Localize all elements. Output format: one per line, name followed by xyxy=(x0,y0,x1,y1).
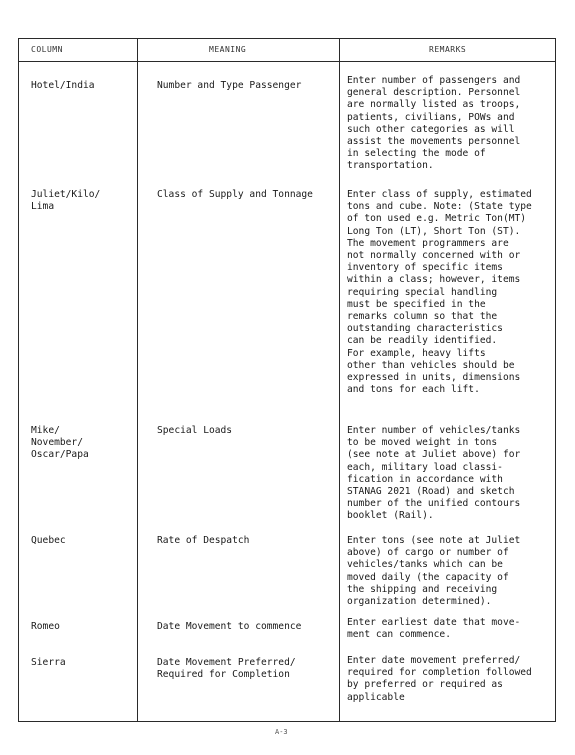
row-column: Juliet/Kilo/ Lima xyxy=(31,189,101,213)
movement-table xyxy=(18,38,556,722)
header-remarks: REMARKS xyxy=(429,45,467,54)
row-remarks: Enter class of supply, estimated tons and cube. Note: (State type of ton used e.g. Metric Ton(MT) Long Ton (LT), Short Ton (ST). The movement programmers are not normally concerned with or inventory of specific items within a class; however, items requiring special handling must be specified in the remarks column so that the outstanding characteristics can be readily identified. For example, heavy lifts other than vehicles should be expressed in units, dimensions and tons for each lift. xyxy=(347,189,532,396)
row-remarks: Enter earliest date that move- ment can commence. xyxy=(347,617,521,641)
row-column: Mike/ November/ Oscar/Papa xyxy=(31,425,89,461)
row-remarks: Enter tons (see note at Juliet above) of cargo or number of vehicles/tanks which can be moved daily (the capacity of the shipping and receiving organization determined). xyxy=(347,535,521,608)
row-remarks: Enter number of passengers and general description. Personnel are normally listed as troops, patients, civilians, POWs and such other categories as will assist the movements personnel in selecting the mode of transportation. xyxy=(347,75,521,172)
row-meaning: Class of Supply and Tonnage xyxy=(157,189,313,200)
row-meaning: Rate of Despatch xyxy=(157,535,250,546)
row-meaning: Date Movement to commence xyxy=(157,621,302,632)
row-column: Romeo xyxy=(31,621,60,632)
header-meaning: MEANING xyxy=(209,45,247,54)
page-number: A-3 xyxy=(275,728,288,736)
row-column: Quebec xyxy=(31,535,66,546)
row-column: Sierra xyxy=(31,657,66,668)
header-divider xyxy=(19,61,555,62)
column-divider xyxy=(137,39,138,721)
row-meaning: Number and Type Passenger xyxy=(157,80,302,91)
row-remarks: Enter number of vehicles/tanks to be moved weight in tons (see note at Juliet above) for each, military load classi- fication in accordance with STANAG 2021 (Road) and sketch number of the unified contours booklet (Rail). xyxy=(347,425,521,522)
row-column: Hotel/India xyxy=(31,80,95,91)
header-column: COLUMN xyxy=(31,45,63,54)
row-remarks: Enter date movement preferred/ required for completion followed by preferred or required as applicable xyxy=(347,655,532,703)
row-meaning: Special Loads xyxy=(157,425,233,436)
column-divider xyxy=(339,39,340,721)
row-meaning: Date Movement Preferred/ Required for Completion xyxy=(157,657,296,681)
